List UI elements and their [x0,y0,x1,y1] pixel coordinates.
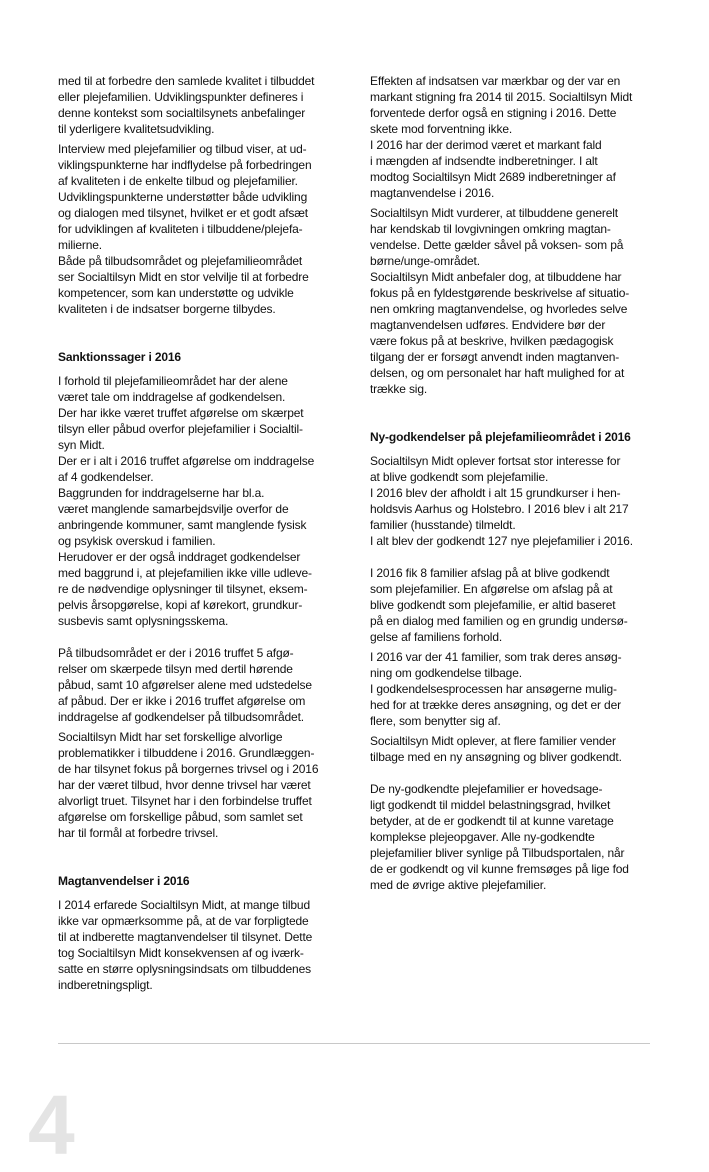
paragraph [370,733,650,765]
text-line: De ny-godkendte plejefamilier er hovedsage- [370,782,603,796]
text-line: afgørelse om forskellige påbud, som samlet set [58,810,303,824]
text-line: Udviklingspunkterne understøtter både udvikling [58,190,308,204]
text-line: kvaliteten i de indsatser borgerne tilbydes. [58,302,276,316]
text-line: har til formål at forbedre trivsel. [58,826,219,840]
text-line: skete mod forventning ikke. [370,122,513,136]
text-line: med de øvrige aktive plejefamilier. [370,878,547,892]
right-column [370,73,650,893]
text-line: flere, som benytter sig af. [370,714,501,728]
paragraph [58,373,338,629]
text-line: milierne. [58,238,102,252]
text-line: satte en større oplysningsindsats om tilbuddenes [58,962,311,976]
paragraph [58,897,338,993]
text-line: I 2016 fik 8 familier afslag på at blive godkendt [370,566,610,580]
text-line: denne kontekst som socialtilsynets anbefalinger [58,106,306,120]
text-line: I forhold til plejefamilieområdet har der alene [58,374,288,388]
text-line: plejefamilier bliver synlige på Tilbudsportalen, når [370,846,625,860]
text-line: re de nødvendige oplysninger til tilsynet, eksem- [58,582,308,596]
paragraph [58,141,338,317]
text-line: Socialtilsyn Midt har set forskellige alvorlige [58,730,283,744]
text-line: at blive godkendt som plejefamilie. [370,470,549,484]
text-line: Interview med plejefamilier og tilbud viser, at ud- [58,142,307,156]
text-line: Herudover er der også inddraget godkendelser [58,550,301,564]
text-line: magtanvendelsen udføres. Endvidere bør der [370,318,606,332]
text-line: delsen, og om personalet har haft mulighed for at [370,366,625,380]
text-line: ikke var opmærksomme på, at de var forpligtede [58,914,309,928]
text-line: af 4 godkendelser. [58,470,154,484]
text-line: Socialtilsyn Midt vurderer, at tilbuddene generelt [370,206,618,220]
text-line: være fokus på at beskrive, hvilken pædagogisk [370,334,614,348]
spacer [370,765,650,781]
text-line: ser Socialtilsyn Midt en stor velvilje til at forbedre [58,270,309,284]
text-line: været tale om inddragelse af godkendelsen. [58,390,286,404]
spacer [58,333,338,349]
text-line: I 2016 har der derimod været et markant fald [370,138,602,152]
paragraph [370,565,650,645]
text-line: indberetningspligt. [58,978,153,992]
text-line: været manglende samarbejdsvilje overfor de [58,502,289,516]
text-line: påbud, samt 10 afgørelser alene med udstedelse [58,678,312,692]
left-column [58,73,338,993]
text-line: som plejefamilier. En afgørelse om afslag på at [370,582,613,596]
text-line: og dialogen med tilsynet, hvilket er et godt afsæt [58,206,308,220]
text-line: vendelse. Dette gælder såvel på voksen- som på [370,238,624,252]
text-line: pelvis årsopgørelse, kopi af kørekort, grundkur- [58,598,303,612]
text-line: Socialtilsyn Midt anbefaler dog, at tilbuddene har [370,270,622,284]
text-line: ning om godkendelse tilbage. [370,666,522,680]
text-line: betyder, at de er godkendt til at kunne varetage [370,814,614,828]
text-line: anbringende kommuner, samt manglende fysisk [58,518,307,532]
text-line: i mængden af indsendte indberetninger. I alt [370,154,598,168]
text-line: kompetencer, som kan understøtte og udvikle [58,286,294,300]
section-heading: Sanktionssager i 2016 [58,350,181,364]
text-line: til at indberette magtanvendelser til tilsynet. Dette [58,930,313,944]
text-line: Socialtilsyn Midt oplever, at flere familier vender [370,734,616,748]
page-number: 4 [28,1078,75,1172]
text-line: børne/unge-området. [370,254,480,268]
text-line: på en dialog med familien og en grundig undersø- [370,614,628,628]
paragraph [370,205,650,397]
text-line: familier (husstande) tilmeldt. [370,518,516,532]
paragraph [370,453,650,549]
text-line: har kendskab til lovgivningen omkring magtan- [370,222,611,236]
text-line: de har tilsynet fokus på borgernes trivsel og i 2016 [58,762,319,776]
text-line: tog Socialtilsyn Midt konsekvensen af og iværk- [58,946,304,960]
spacer [370,397,650,413]
text-line: tilsyn eller påbud overfor plejefamilier i Socialtil- [58,422,303,436]
text-line: På tilbudsområdet er der i 2016 truffet 5 afgø- [58,646,294,660]
text-line: forventede derfor også en stigning i 2016. Dette [370,106,617,120]
text-line: I godkendelsesprocessen har ansøgerne mulig- [370,682,617,696]
text-line: komplekse plejeopgaver. Alle ny-godkendte [370,830,595,844]
text-line: Socialtilsyn Midt oplever fortsat stor interesse for [370,454,621,468]
text-line: inddragelse af godkendelser på tilbudsområdet. [58,710,304,724]
text-line: alvorligt truet. Tilsynet har i den forbindelse truffet [58,794,312,808]
text-line: susbevis samt oplysningsskema. [58,614,229,628]
text-line: tilbage med en ny ansøgning og bliver godkendt. [370,750,622,764]
text-line: Der er i alt i 2016 truffet afgørelse om inddragelse [58,454,315,468]
text-line: hed for at trække deres ansøgning, og det er der [370,698,621,712]
text-line: I 2014 erfarede Socialtilsyn Midt, at mange tilbud [58,898,310,912]
paragraph [370,649,650,729]
text-line: for udviklingen af kvaliteten i tilbuddene/plejefa- [58,222,303,236]
text-line: I 2016 blev der afholdt i alt 15 grundkurser i hen- [370,486,621,500]
spacer [58,841,338,857]
text-line: magtanvendelse i 2016. [370,186,495,200]
text-line: Både på tilbudsområdet og plejefamilieområdet [58,254,303,268]
text-line: af påbud. Der er ikke i 2016 truffet afgørelse om [58,694,306,708]
paragraph [58,73,338,137]
text-line: Effekten af indsatsen var mærkbar og der var en [370,74,621,88]
text-line: fokus på en fyldestgørende beskrivelse af situatio- [370,286,630,300]
text-line: modtog Socialtilsyn Midt 2689 indberetninger af [370,170,616,184]
spacer [58,629,338,645]
text-line: markant stigning fra 2014 til 2015. Socialtilsyn Midt [370,90,633,104]
text-line: Der har ikke været truffet afgørelse om skærpet [58,406,304,420]
text-line: syn Midt. [58,438,105,452]
paragraph [370,781,650,893]
text-line: med til at forbedre den samlede kvalitet i tilbuddet [58,74,315,88]
spacer [370,549,650,565]
text-line: viklingspunkterne har indflydelse på forbedringen [58,158,312,172]
paragraph [58,729,338,841]
text-line: holdsvis Aarhus og Holstebro. I 2016 blev i alt 217 [370,502,629,516]
text-line: til yderligere kvalitetsudvikling. [58,122,215,136]
text-line: Baggrunden for inddragelserne har bl.a. [58,486,265,500]
footer-divider [58,1043,650,1044]
text-line: af kvaliteten i de enkelte tilbud og plejefamilier. [58,174,298,188]
text-line: trække sig. [370,382,428,396]
text-line: problematikker i tilbuddene i 2016. Grundlæggen- [58,746,315,760]
paragraph [370,73,650,201]
spacer [58,857,338,873]
section-heading: Magtanvendelser i 2016 [58,874,190,888]
text-line: nen omkring magtanvendelse, og hvorledes selve [370,302,628,316]
text-line: og psykisk overskud i familien. [58,534,216,548]
text-line: de er godkendt og vil kunne fremsøges på lige fod [370,862,629,876]
text-line: I alt blev der godkendt 127 nye plejefamilier i 2016. [370,534,633,548]
paragraph [58,645,338,725]
text-line: eller plejefamilien. Udviklingspunkter defineres i [58,90,304,104]
text-line: har der været tilbud, hvor denne trivsel har været [58,778,311,792]
section-heading: Ny-godkendelser på plejefamilieområdet i 2016 [370,430,631,444]
text-line: gelse af familiens forhold. [370,630,503,644]
text-line: med baggrund i, at plejefamilien ikke ville udleve- [58,566,312,580]
text-line: relser om skærpede tilsyn med dertil hørende [58,662,293,676]
spacer [58,317,338,333]
spacer [370,413,650,429]
text-line: ligt godkendt til middel belastningsgrad, hvilket [370,798,611,812]
text-line: tilgang der er forsøgt anvendt inden magtanven- [370,350,620,364]
text-line: I 2016 var der 41 familier, som trak deres ansøg- [370,650,622,664]
text-line: blive godkendt som plejefamilie, er altid baseret [370,598,616,612]
